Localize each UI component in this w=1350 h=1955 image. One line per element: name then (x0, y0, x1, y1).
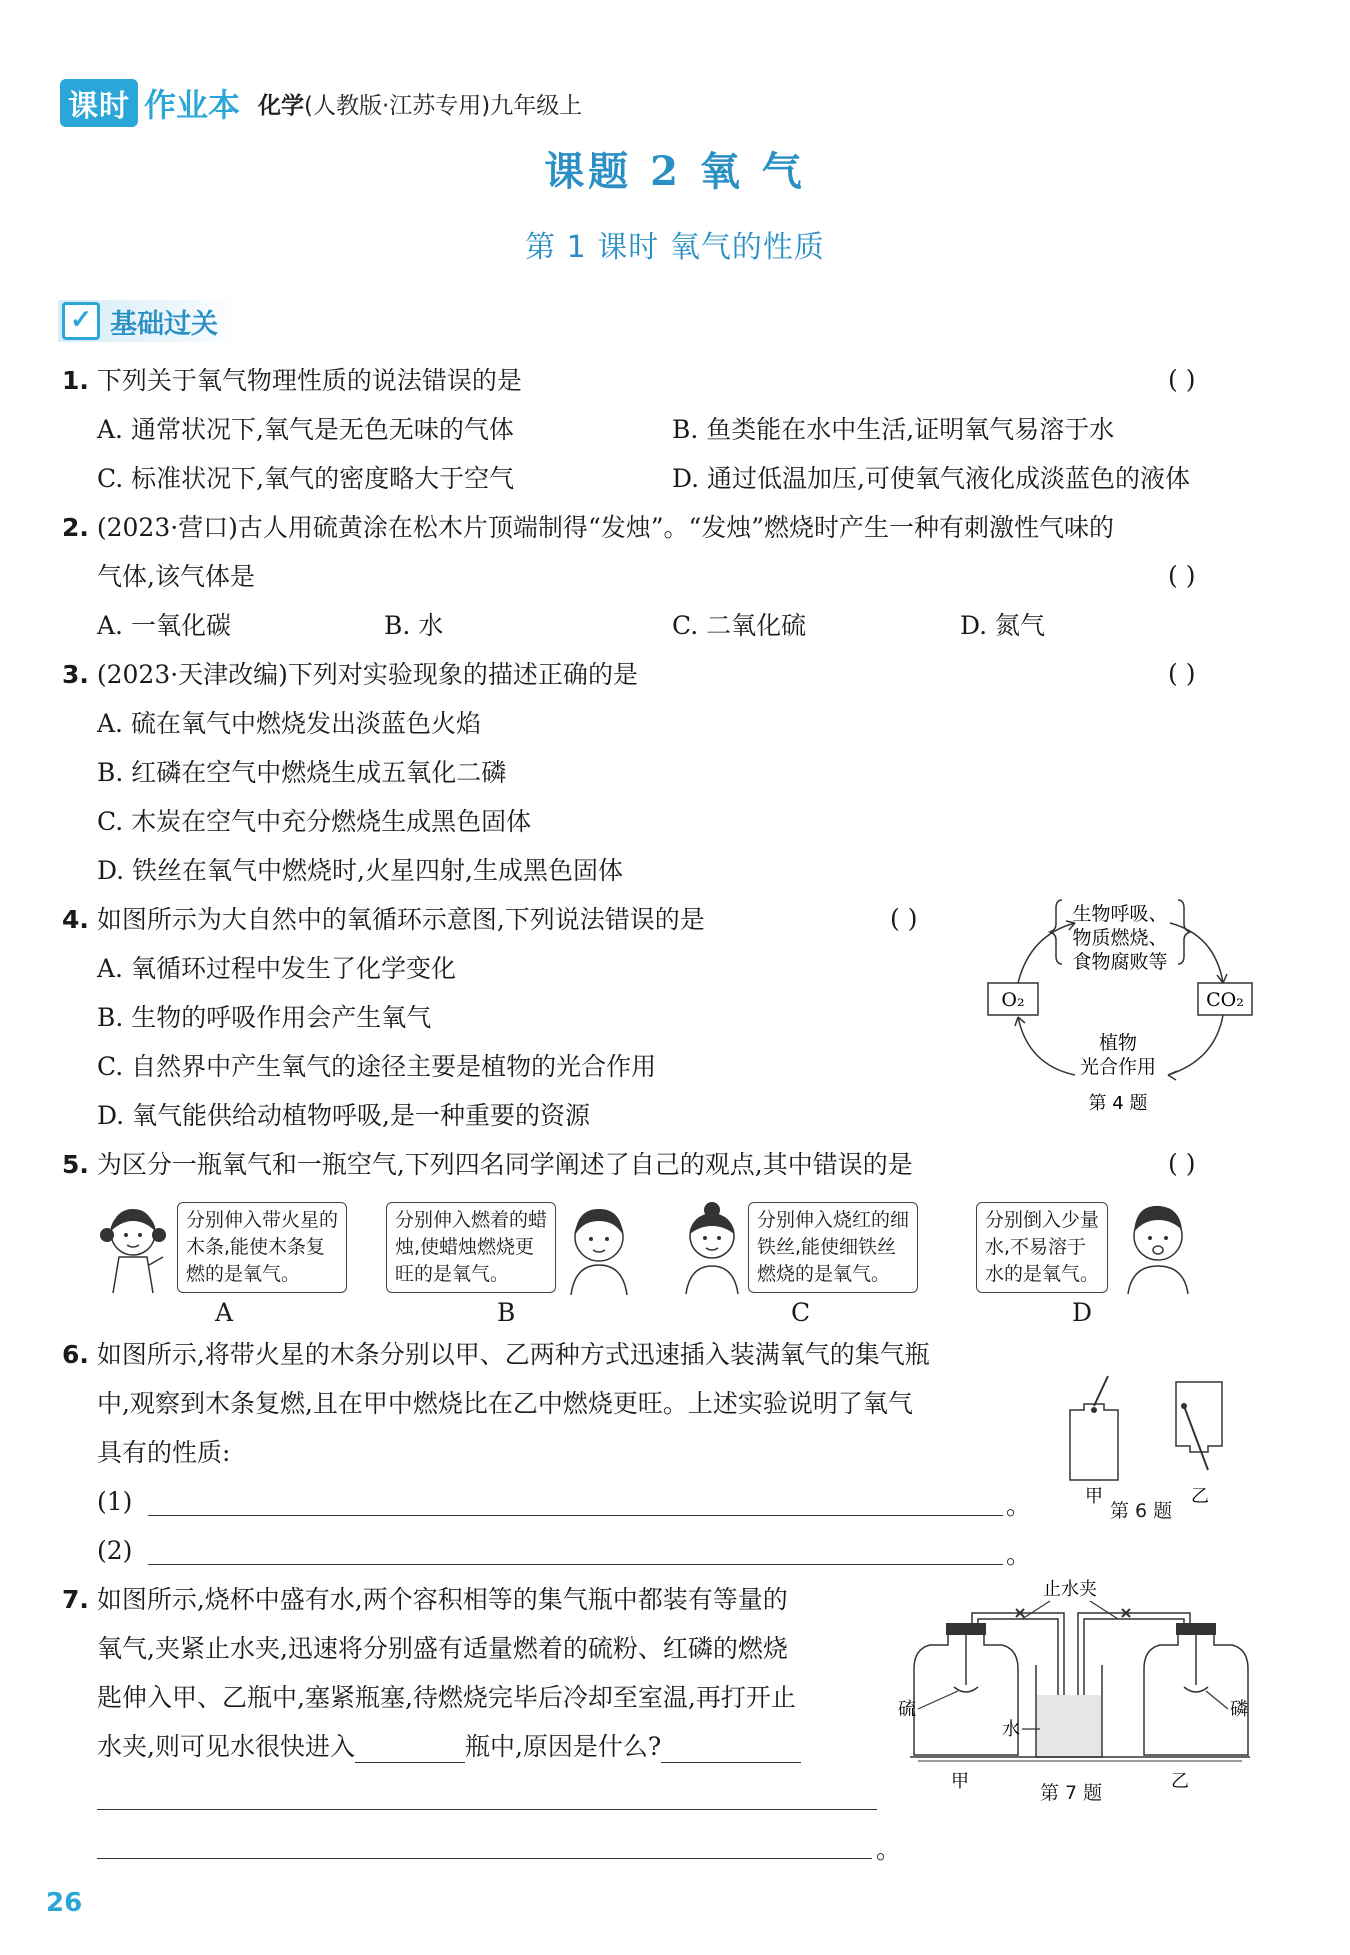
q6-part1-end: 。 (1006, 1491, 1032, 1520)
section-header (58, 300, 238, 342)
q2-option-b: B. 水 (384, 611, 444, 640)
q1-option-c: C. 标准状况下,氧气的密度略大于空气 (97, 464, 515, 493)
q6-line2: 中,观察到木条复燃,且在甲中燃烧比在乙中燃烧更旺。上述实验说明了氧气 (97, 1389, 913, 1418)
q6-part2-end: 。 (1006, 1540, 1032, 1569)
student-b-label: B (497, 1298, 516, 1327)
q6-line3: 具有的性质: (97, 1438, 231, 1467)
q5-stem: 5. 为区分一瓶氧气和一瓶空气,下列四名同学阐述了自己的观点,其中错误的是 (62, 1150, 913, 1179)
lesson-title: 课题 2 氧 气 (544, 148, 806, 195)
q6-line1: 6. 如图所示,将带火星的木条分别以甲、乙两种方式迅速插入装满氧气的集气瓶 (62, 1340, 930, 1369)
q3-answer-bracket[interactable]: ( ) (1168, 659, 1196, 688)
q7-reason-line1[interactable] (97, 1808, 877, 1810)
q2-answer-bracket[interactable]: ( ) (1168, 561, 1196, 590)
student-c-girl-icon (676, 1200, 748, 1295)
phosphorus-label: 磷 (1230, 1699, 1248, 1720)
q6-part2-label: (2) (97, 1536, 133, 1565)
q7-reason-blank-start[interactable] (661, 1736, 801, 1763)
student-d-boy-icon (1118, 1200, 1196, 1295)
cycle-arrow-bottom-to-o2 (1018, 1017, 1075, 1075)
q2-stem-cont: 气体,该气体是 (97, 562, 255, 591)
q3-option-d: D. 铁丝在氧气中燃烧时,火星四射,生成黑色固体 (97, 856, 623, 885)
q7-jia-label: 甲 (951, 1771, 969, 1792)
section-label: 基础过关 (110, 308, 218, 340)
left-brace (1050, 900, 1062, 964)
stopper-yi (1176, 1623, 1216, 1635)
brand-name: 作业本 (144, 86, 241, 124)
q1-option-b: B. 鱼类能在水中生活,证明氧气易溶于水 (672, 415, 1115, 444)
beaker-water (1037, 1695, 1101, 1756)
student-a-label: A (215, 1298, 234, 1327)
q7-reason-line2[interactable] (97, 1857, 872, 1859)
q2-option-d: D. 氮气 (960, 611, 1046, 640)
checkbox-icon: ✓ (62, 302, 100, 340)
stopper-jia (946, 1623, 986, 1635)
student-c-bubble: 分别伸入烧红的细 铁丝,能使细铁丝 燃烧的是氧气。 (748, 1202, 918, 1293)
q6-yi-label: 乙 (1191, 1486, 1209, 1507)
q1-answer-bracket[interactable]: ( ) (1168, 365, 1196, 394)
co2-label: CO₂ (1206, 989, 1244, 1011)
student-d-label: D (1072, 1298, 1093, 1327)
oxygen-cycle-diagram (980, 895, 1260, 1125)
q2-option-c: C. 二氧化硫 (672, 611, 807, 640)
fig4-caption: 第 4 题 (1088, 1093, 1148, 1114)
q3-option-c: C. 木炭在空气中充分燃烧生成黑色固体 (97, 807, 532, 836)
q2-option-a: A. 一氧化碳 (97, 611, 231, 640)
q2-stem: 2. (2023·营口)古人用硫黄涂在松木片顶端制得“发烛”。“发烛”燃烧时产生一种有刺激性气味的 (62, 513, 1115, 542)
q7-line3: 匙伸入甲、乙瓶中,塞紧瓶塞,待燃烧完毕后冷却至室温,再打开止 (97, 1683, 796, 1712)
q4-option-c: C. 自然界中产生氧气的途径主要是植物的光合作用 (97, 1052, 657, 1081)
sulfur-label: 硫 (898, 1699, 916, 1720)
book-info: 化学(人教版·江苏专用)九年级上 (258, 92, 583, 119)
q1-option-d: D. 通过低温加压,可使氧气液化成淡蓝色的液体 (672, 464, 1190, 493)
q6-jia-label: 甲 (1085, 1486, 1103, 1507)
cycle-bottom-line2: 光合作用 (1079, 1056, 1157, 1078)
q3-option-b: B. 红磷在空气中燃烧生成五氧化二磷 (97, 758, 507, 787)
bottle-jia (1070, 1404, 1118, 1480)
q4-option-b: B. 生物的呼吸作用会产生氧气 (97, 1003, 432, 1032)
brand-logo: 课时 (60, 79, 138, 127)
student-d-bubble: 分别倒入少量 水,不易溶于 水的是氧气。 (976, 1202, 1108, 1293)
q4-option-d: D. 氧气能供给动植物呼吸,是一种重要的资源 (97, 1101, 590, 1130)
student-a-girl-icon (95, 1205, 177, 1295)
q6-part2-answer-line[interactable] (148, 1563, 1003, 1565)
q5-answer-bracket[interactable]: ( ) (1168, 1149, 1196, 1178)
water-label: 水 (1002, 1719, 1020, 1740)
fig6-caption: 第 6 题 (1110, 1500, 1173, 1522)
lesson-subtitle: 第 1 课时 氧气的性质 (525, 230, 825, 265)
student-a-bubble: 分别伸入带火星的 木条,能使木条复 燃的是氧气。 (177, 1202, 347, 1293)
q3-stem: 3. (2023·天津改编)下列对实验现象的描述正确的是 (62, 660, 638, 689)
q7-apparatus-diagram (890, 1575, 1260, 1805)
q4-option-a: A. 氧循环过程中发生了化学变化 (97, 954, 456, 983)
q1-stem: 1. 下列关于氧气物理性质的说法错误的是 (62, 366, 522, 395)
cycle-top-line2: 物质燃烧、 (1072, 927, 1168, 949)
cycle-bottom-line1: 植物 (1098, 1032, 1138, 1054)
q6-part1-answer-line[interactable] (148, 1514, 1003, 1516)
q7-end: 。 (876, 1835, 902, 1864)
student-b-boy-icon (563, 1205, 638, 1295)
cycle-top-line3: 食物腐败等 (1072, 951, 1168, 973)
q3-option-a: A. 硫在氧气中燃烧发出淡蓝色火焰 (97, 709, 481, 738)
wood-splint-jia (1094, 1376, 1108, 1406)
q6-part1-label: (1) (97, 1487, 133, 1516)
cycle-arrow-top-to-co2 (1170, 923, 1223, 983)
student-b-bubble: 分别伸入燃着的蜡 烛,使蜡烛燃烧更 旺的是氧气。 (386, 1202, 556, 1293)
q7-line4: 水夹,则可见水很快进入 瓶中,原因是什么? (97, 1731, 801, 1763)
cycle-top-line1: 生物呼吸、 (1072, 903, 1168, 925)
clamp-label: 止水夹 (1043, 1579, 1097, 1600)
fig7-caption: 第 7 题 (1040, 1782, 1103, 1804)
cycle-arrow-o2-to-top (1018, 923, 1075, 983)
q7-line1: 7. 如图所示,烧杯中盛有水,两个容积相等的集气瓶中都装有等量的 (62, 1585, 788, 1614)
bottle-yi (1176, 1382, 1222, 1452)
q4-answer-bracket[interactable]: ( ) (890, 904, 918, 933)
q4-stem: 4. 如图所示为大自然中的氧循环示意图,下列说法错误的是 (62, 905, 705, 934)
book-header (60, 82, 582, 124)
o2-label: O₂ (1001, 989, 1025, 1011)
q7-bottle-blank[interactable] (355, 1736, 465, 1763)
student-c-label: C (791, 1298, 811, 1327)
q7-yi-label: 乙 (1171, 1771, 1189, 1792)
q1-option-a: A. 通常状况下,氧气是无色无味的气体 (97, 415, 514, 444)
right-brace (1178, 900, 1190, 964)
cycle-arrow-co2-to-bottom (1168, 1015, 1223, 1075)
q7-line2: 氧气,夹紧止水夹,迅速将分别盛有适量燃着的硫粉、红磷的燃烧 (97, 1634, 788, 1663)
page-number: 26 (46, 1888, 83, 1918)
